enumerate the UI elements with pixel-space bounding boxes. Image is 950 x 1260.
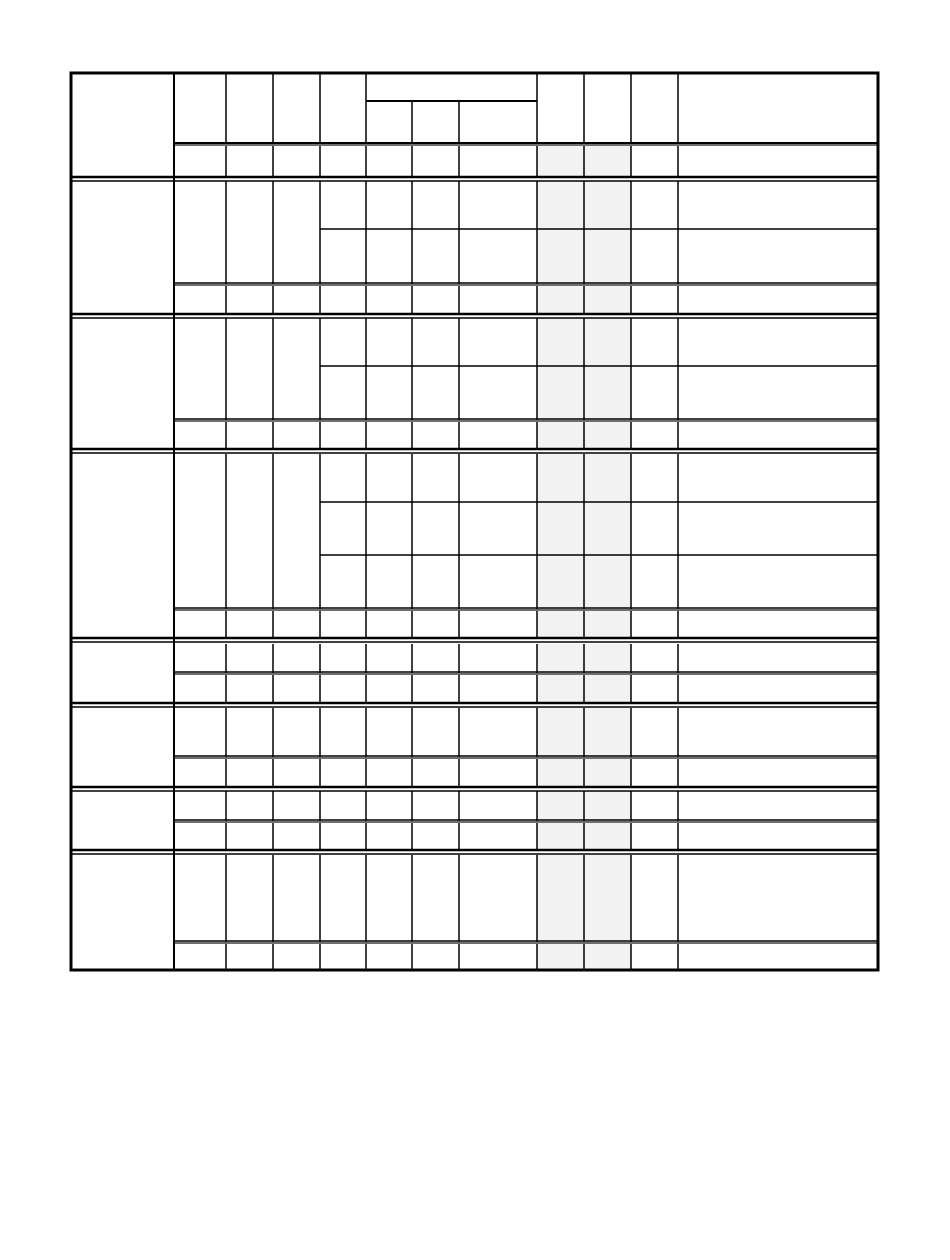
- shaded-cell: [584, 855, 631, 970]
- shaded-cell: [584, 181, 631, 313]
- shaded-cell: [584, 318, 631, 448]
- thick-border-lines: [71, 73, 878, 970]
- outer-border: [71, 73, 878, 970]
- shaded-cell: [537, 708, 584, 786]
- thin-grid-lines: [174, 73, 878, 970]
- shaded-cell: [537, 145, 584, 176]
- row-separators: [174, 145, 878, 943]
- shaded-cell: [537, 318, 584, 448]
- shaded-cell: [537, 181, 584, 313]
- shaded-cell: [584, 708, 631, 786]
- shaded-cell: [584, 145, 631, 176]
- shaded-cell: [537, 855, 584, 970]
